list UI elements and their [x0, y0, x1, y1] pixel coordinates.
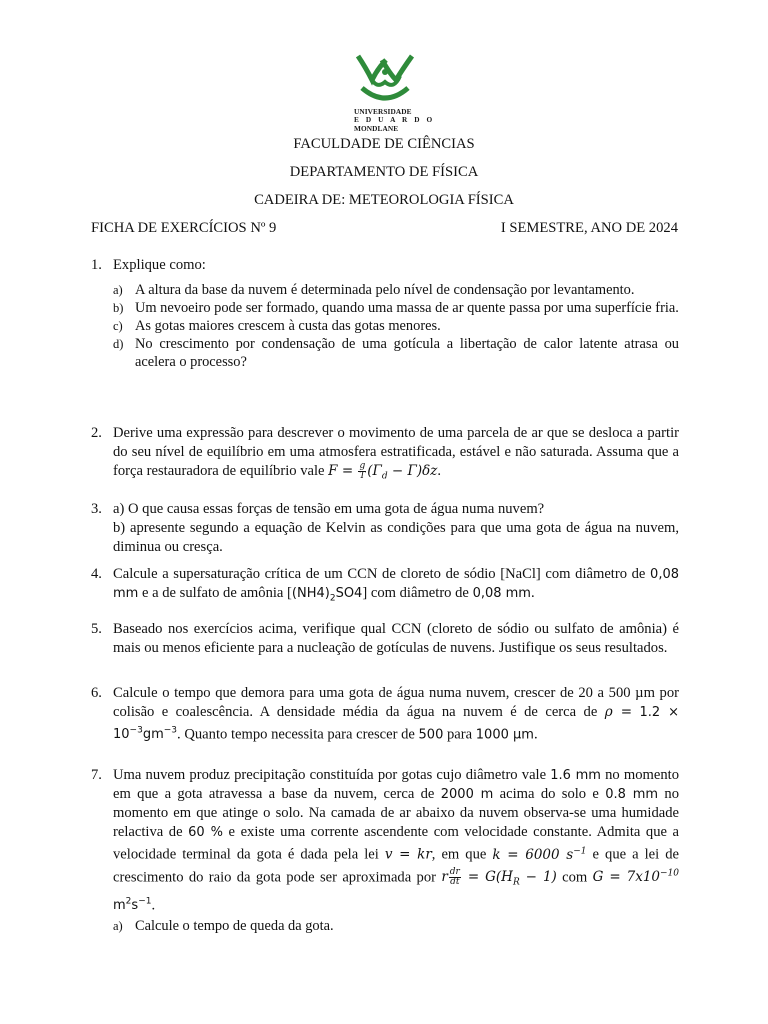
- fraction-num: g: [359, 461, 366, 471]
- text-part: no momento em que a gota atravessa a base da nuvem, cerca de: [113, 767, 680, 802]
- text-part: Calcule a supersaturação crítica de um CCN de cloreto de sódio [NaCl] com diâmetro de: [113, 566, 651, 582]
- formula: v = kr: [384, 846, 432, 863]
- formula: ρ =: [604, 704, 633, 720]
- item-label: b): [113, 301, 124, 315]
- question-number: 4.: [91, 566, 102, 582]
- sheet-info-row: [91, 220, 678, 237]
- value: 60 %: [188, 825, 224, 840]
- list-item: [113, 299, 679, 317]
- question-number: 3.: [91, 501, 102, 517]
- unit: gm: [142, 727, 164, 743]
- text-part: , em que: [431, 846, 493, 863]
- value: 0,08 mm: [472, 586, 531, 601]
- question-text: [113, 684, 679, 744]
- exponent: −10: [660, 868, 680, 879]
- item-text: A altura da base da nuvem é determinada pelo nível de condensação por levantamento.: [135, 282, 635, 298]
- formula-part: = G(H: [461, 869, 513, 885]
- chem-part: (NH4): [291, 586, 330, 601]
- formula: [492, 847, 586, 863]
- question-7: [91, 766, 679, 935]
- question-1: [91, 256, 679, 371]
- punctuation: .: [437, 463, 442, 479]
- text-part: . Quanto tempo necessita para crescer de: [177, 726, 419, 743]
- exponent: 2: [125, 896, 132, 907]
- logo-line-2: E D U A R D O: [354, 115, 435, 125]
- text-part: Calcule o tempo que demora para uma gota de água numa nuvem, crescer de 20 a 500 µm por colisão e coalescência. A densidade média da água na nuvem é de cerca de: [113, 685, 679, 720]
- chem-sub: 2: [329, 593, 336, 604]
- value: 0,08 mm: [113, 567, 679, 601]
- fraction: [358, 462, 366, 481]
- department-title: DEPARTAMENTO DE FÍSICA: [289, 164, 479, 180]
- formula-part: r: [441, 869, 448, 885]
- question-text: [113, 424, 679, 487]
- logo-line-1: UNIVERSIDADE: [354, 107, 412, 116]
- list-item: [113, 281, 679, 299]
- punctuation: .: [530, 585, 535, 601]
- list-item: [113, 335, 679, 371]
- chem-rest: SO4: [335, 586, 363, 601]
- value: 2000 m: [440, 787, 494, 802]
- question-part-a: a) O que causa essas forças de tensão em uma gota de água numa nuvem?: [113, 501, 545, 517]
- exponent: −3: [129, 726, 143, 736]
- unit: [113, 898, 151, 913]
- question-2: [91, 424, 679, 487]
- value-base: 1.2 × 10: [113, 705, 679, 743]
- text-part: e a de sulfato de amônia [: [138, 585, 292, 601]
- value: 0.8 mm: [605, 787, 659, 802]
- item-label: d): [113, 337, 124, 351]
- item-text: As gotas maiores crescem à custa das gotas menores.: [135, 318, 441, 334]
- exponent: −3: [163, 726, 178, 736]
- value: 1.6 mm: [550, 768, 601, 783]
- question-number: 2.: [91, 425, 102, 441]
- item-text: Calcule o tempo de queda da gota.: [135, 918, 334, 935]
- unit-part: s: [131, 898, 139, 914]
- value: 500: [418, 727, 444, 743]
- chemical-formula: [291, 586, 363, 604]
- fraction-den: dt: [450, 877, 460, 887]
- sheet-number: FICHA DE EXERCÍCIOS Nº 9: [91, 220, 277, 236]
- value: 1000 µm: [475, 727, 534, 743]
- question-body: Derive uma expressão para descrever o movimento de uma parcela de ar que se desloca a partir do seu nível de equilíbrio em uma atmosfera estratificada, estável e não saturada. Assuma que a força restauradora de equilíbrio vale: [113, 425, 679, 479]
- item-text: Um nevoeiro pode ser formado, quando uma massa de ar quente passa por uma superfície fria.: [135, 300, 679, 316]
- item-label: a): [113, 283, 123, 297]
- text-part: no momento em que atinge o solo. Na camada de ar abaixo da nuvem observa-se uma humidade relactiva de: [113, 786, 679, 840]
- formula: [441, 867, 557, 888]
- question-text: [113, 565, 679, 609]
- question-intro: Explique como:: [113, 257, 206, 273]
- text-part: para: [443, 726, 476, 743]
- list-item: [113, 317, 679, 335]
- question-4: [91, 565, 679, 609]
- text-part: e que a lei de crescimento do raio da gota pode ser aproximada por: [113, 846, 680, 885]
- text-part: com: [556, 869, 593, 885]
- formula-part: − 1): [519, 869, 557, 885]
- exponent: −1: [138, 896, 152, 907]
- university-logo: [348, 52, 435, 134]
- question-part-b: b) apresente segundo a equação de Kelvin as condições para que uma gota de água na nuvem, diminua ou cresça.: [113, 520, 679, 555]
- fraction-num: dr: [449, 867, 460, 877]
- faculty-title: FACULDADE DE CIÊNCIAS: [293, 136, 475, 152]
- question-number: 1.: [91, 257, 102, 273]
- question-number: 6.: [91, 685, 102, 701]
- formula-rhs: (Γ: [367, 463, 382, 479]
- formula-rest: − Γ)δz: [387, 463, 438, 479]
- formula: [593, 869, 679, 885]
- text-part: acima do solo e: [493, 786, 606, 802]
- question-number: 5.: [91, 621, 102, 637]
- punctuation: .: [151, 897, 156, 914]
- question-text: [113, 766, 679, 915]
- item-label: c): [113, 319, 123, 333]
- text-part: ] com diâmetro de: [362, 585, 473, 601]
- logo-line-3: MONDLANE: [354, 123, 399, 133]
- fraction-den: T: [359, 471, 366, 481]
- logo-wordmark: [354, 107, 435, 133]
- formula-part: k = 6000 s: [492, 846, 574, 863]
- exponent: −1: [573, 846, 587, 856]
- question-6: [91, 684, 679, 744]
- semester-year: I SEMESTRE, ANO DE 2024: [500, 220, 678, 236]
- question-3: [91, 500, 679, 557]
- formula-sub: R: [512, 877, 520, 888]
- item-text: No crescimento por condensação de uma gotícula a libertação de calor latente atrasa ou acelera o processo?: [135, 336, 679, 370]
- question-text: Baseado nos exercícios acima, verifique qual CCN (cloreto de sódio ou sulfato de amônia) é mais ou menos eficiente para a nucleação de gotículas de nuvens. Justifique os seus resultados.: [113, 621, 679, 656]
- punctuation: .: [533, 726, 538, 743]
- formula-sub: d: [381, 471, 388, 482]
- formula-lhs: F =: [328, 463, 354, 479]
- text-part: Uma nuvem produz precipitação constituída por gotas cujo diâmetro vale: [113, 767, 551, 783]
- unit-part: m: [113, 898, 126, 914]
- list-item: [113, 917, 679, 935]
- logo-emblem-icon: [352, 52, 418, 108]
- formula-part: G = 7x10: [592, 869, 661, 885]
- fraction: [449, 868, 461, 887]
- question-number: 7.: [91, 767, 102, 783]
- course-title: CADEIRA DE: METEOROLOGIA FÍSICA: [254, 192, 514, 208]
- question-5: [91, 620, 679, 658]
- item-label: a): [113, 919, 123, 934]
- formula: [328, 461, 438, 482]
- text-part: e existe uma corrente ascendente com velocidade constante. Admita que a velocidade terminal da gota é dada pela lei: [113, 824, 679, 863]
